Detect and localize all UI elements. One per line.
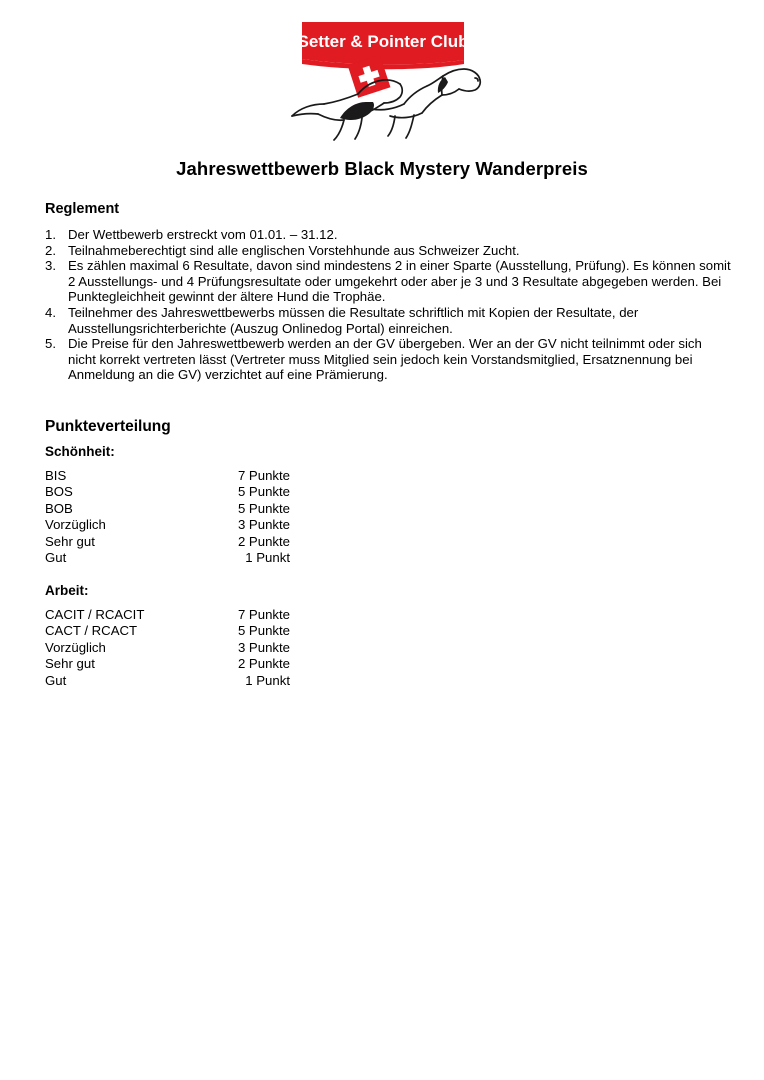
points-value: 2 Punkte [237, 533, 290, 549]
table-row [45, 517, 290, 533]
dogs-artwork [292, 69, 480, 140]
table-row [45, 550, 290, 566]
points-label: CACT / RCACT [45, 623, 138, 639]
points-label: BOB [45, 500, 73, 516]
points-value: 1 Punkt [245, 672, 290, 688]
club-logo-artwork [282, 14, 492, 146]
list-item-text: Teilnahmeberechtigt sind alle englischen Vorstehhunde aus Schweizer Zucht. [68, 242, 520, 258]
banner-text: Setter & Pointer Club [297, 32, 469, 51]
points-value: 7 Punkte [237, 607, 290, 622]
points-value: 5 Punkte [237, 484, 290, 500]
points-label: Sehr gut [45, 656, 95, 672]
list-item-number: 2. [45, 242, 56, 258]
points-label: Sehr gut [45, 533, 95, 549]
table-row [45, 623, 290, 639]
list-item [45, 243, 733, 259]
list-item-number: 1. [45, 227, 56, 242]
list-item-number: 3. [45, 258, 56, 274]
table-row [45, 640, 290, 656]
schoenheit-heading: Schönheit: [45, 444, 115, 459]
points-value: 5 Punkte [237, 500, 290, 516]
points-value: 5 Punkte [237, 623, 290, 639]
page-title: Jahreswettbewerb Black Mystery Wanderpreis [176, 158, 588, 179]
list-item-text: Teilnehmer des Jahreswettbewerbs müssen die Resultate schriftlich mit Kopien der Resultate, der Ausstellungsrichterberichte (Auszug Onlinedog Portal) einreichen. [68, 304, 639, 336]
list-item-text: Die Preise für den Jahreswettbewerb werden an der GV übergeben. Wer an der GV nicht teilnimmt oder sich nicht korrekt vertreten lässt (Vertreter muss Mitglied sein jedoch kein Vorstandsmitglied, Ersatznennung bei Anmeldung an die GV) verzichtet auf eine Prämierung. [68, 336, 702, 383]
list-item [45, 336, 733, 383]
points-label: Gut [45, 550, 67, 566]
points-value: 3 Punkte [237, 517, 290, 533]
list-item-number: 5. [45, 336, 56, 352]
table-row [45, 607, 290, 623]
reglement-list [45, 227, 733, 383]
points-value: 3 Punkte [237, 639, 290, 655]
table-row [45, 673, 290, 689]
list-item-text: Der Wettbewerb erstreckt vom 01.01. – 31.12. [68, 227, 338, 242]
points-value: 1 Punkt [245, 550, 290, 566]
schoenheit-points-table [45, 468, 290, 566]
list-item [45, 305, 733, 336]
points-label: Vorzüglich [45, 639, 106, 655]
list-item [45, 227, 733, 243]
table-row [45, 468, 290, 484]
table-row [45, 534, 290, 550]
points-value: 2 Punkte [237, 656, 290, 672]
arbeit-points-table [45, 607, 290, 689]
list-item-text: Es zählen maximal 6 Resultate, davon sind mindestens 2 in einer Sparte (Ausstellung, Prüfung). Es können somit 2 Ausstellungs- und 4 Prüfungsresultate oder umgekehrt oder aber je 3 und 3 Resultate abgegeben werden. Bei Punktegleichheit gewinnt der ältere Hund die Trophäe. [68, 258, 731, 305]
list-item-number: 4. [45, 304, 56, 320]
table-row [45, 484, 290, 500]
list-item [45, 258, 733, 305]
table-row [45, 656, 290, 672]
club-logo [282, 14, 492, 146]
punkteverteilung-heading: Punkteverteilung [45, 418, 171, 435]
points-label: Gut [45, 672, 67, 688]
points-label: CACIT / RCACIT [45, 607, 145, 622]
points-label: BOS [45, 484, 73, 500]
points-value: 7 Punkte [237, 468, 290, 483]
points-label: Vorzüglich [45, 517, 106, 533]
reglement-heading: Reglement [45, 201, 120, 217]
table-row [45, 501, 290, 517]
points-label: BIS [45, 468, 67, 483]
arbeit-heading: Arbeit: [45, 583, 89, 598]
